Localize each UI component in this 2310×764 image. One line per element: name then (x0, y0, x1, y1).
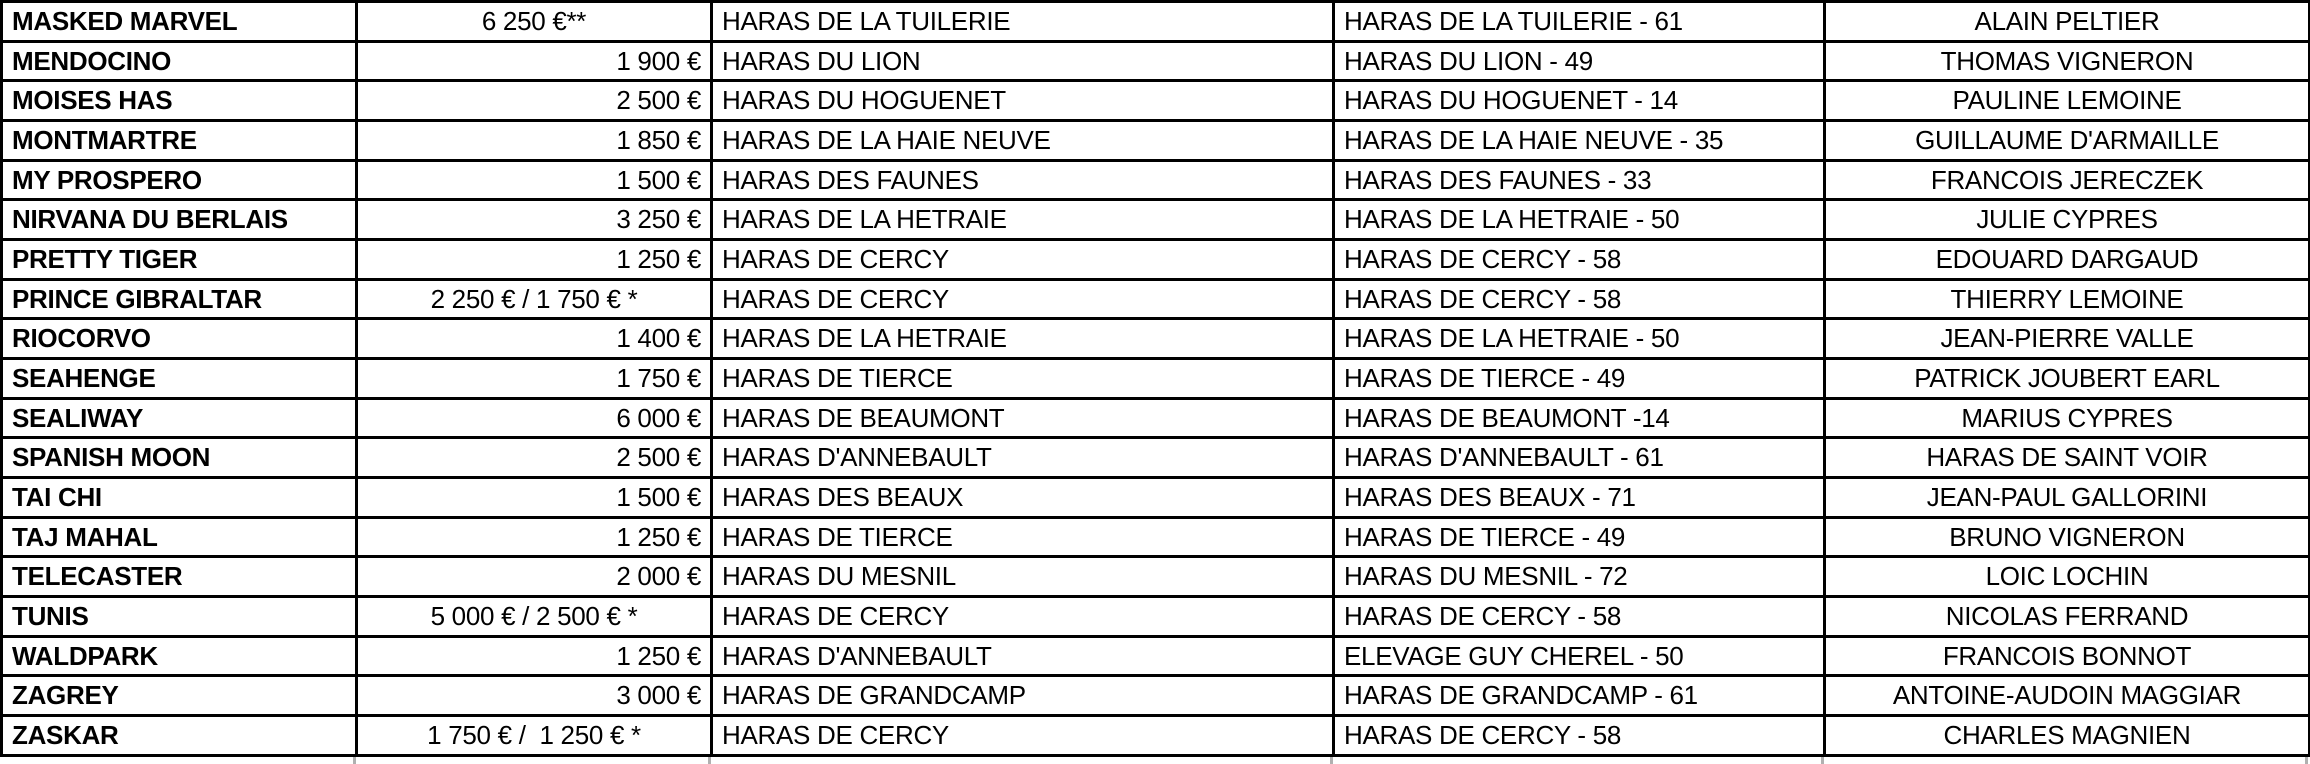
cell-contact[interactable]: GUILLAUME D'ARMAILLE (1825, 121, 2310, 161)
cell-stud[interactable]: HARAS DE LA HETRAIE (712, 200, 1334, 240)
cell-fee[interactable]: 1 400 € (357, 319, 712, 359)
cell-contact[interactable]: HARAS DE SAINT VOIR (1825, 438, 2310, 478)
cutoff-column-border (1330, 757, 1333, 764)
table-row (2, 200, 2310, 240)
table-row (2, 517, 2310, 557)
cell-fee[interactable]: 2 500 € (357, 81, 712, 121)
cell-stud[interactable]: HARAS DES BEAUX (712, 478, 1334, 518)
cell-stud[interactable]: HARAS DU HOGUENET (712, 81, 1334, 121)
cell-fee[interactable]: 1 850 € (357, 121, 712, 161)
table-row (2, 398, 2310, 438)
table-row (2, 121, 2310, 161)
cell-contact[interactable]: CHARLES MAGNIEN (1825, 716, 2310, 756)
cutoff-column-border (1821, 757, 1824, 764)
table-row (2, 676, 2310, 716)
table-row (2, 81, 2310, 121)
cell-contact[interactable]: JEAN-PAUL GALLORINI (1825, 478, 2310, 518)
cell-fee[interactable]: 3 000 € (357, 676, 712, 716)
table-row (2, 160, 2310, 200)
table-row (2, 41, 2310, 81)
cell-name[interactable]: TELECASTER (2, 557, 357, 597)
cell-stud-location[interactable]: HARAS DU HOGUENET - 14 (1334, 81, 1825, 121)
cell-name[interactable]: TAI CHI (2, 478, 357, 518)
cell-stud[interactable]: HARAS DE LA HAIE NEUVE (712, 121, 1334, 161)
cell-contact[interactable]: MARIUS CYPRES (1825, 398, 2310, 438)
cell-contact[interactable]: FRANCOIS BONNOT (1825, 636, 2310, 676)
cell-stud[interactable]: HARAS DE LA HETRAIE (712, 319, 1334, 359)
cell-stud-location[interactable]: HARAS DES FAUNES - 33 (1334, 160, 1825, 200)
cell-name[interactable]: ZASKAR (2, 716, 357, 756)
cell-stud-location[interactable]: HARAS DE TIERCE - 49 (1334, 517, 1825, 557)
table-row (2, 279, 2310, 319)
table-body (2, 2, 2310, 756)
cell-name[interactable]: SEAHENGE (2, 359, 357, 399)
cell-stud-location[interactable]: HARAS DE BEAUMONT -14 (1334, 398, 1825, 438)
cell-name[interactable]: MOISES HAS (2, 81, 357, 121)
cell-contact[interactable]: EDOUARD DARGAUD (1825, 240, 2310, 280)
cell-name[interactable]: SPANISH MOON (2, 438, 357, 478)
cell-contact[interactable]: ALAIN PELTIER (1825, 2, 2310, 42)
cell-name[interactable]: RIOCORVO (2, 319, 357, 359)
cell-stud-location[interactable]: HARAS DE TIERCE - 49 (1334, 359, 1825, 399)
cutoff-column-border (2305, 757, 2308, 764)
cell-name[interactable]: NIRVANA DU BERLAIS (2, 200, 357, 240)
cell-stud-location[interactable]: HARAS DE CERCY - 58 (1334, 240, 1825, 280)
cell-stud[interactable]: HARAS DE CERCY (712, 240, 1334, 280)
cell-contact[interactable]: BRUNO VIGNERON (1825, 517, 2310, 557)
cell-stud-location[interactable]: HARAS DE LA HETRAIE - 50 (1334, 319, 1825, 359)
cell-name[interactable]: TAJ MAHAL (2, 517, 357, 557)
cell-contact[interactable]: JEAN-PIERRE VALLE (1825, 319, 2310, 359)
cell-name[interactable]: MONTMARTRE (2, 121, 357, 161)
table-row (2, 2, 2310, 42)
cell-stud-location[interactable]: HARAS DU LION - 49 (1334, 41, 1825, 81)
cutoff-column-border (353, 757, 356, 764)
table-row (2, 240, 2310, 280)
cell-name[interactable]: MY PROSPERO (2, 160, 357, 200)
cell-stud[interactable]: HARAS DE GRANDCAMP (712, 676, 1334, 716)
cell-contact[interactable]: ANTOINE-AUDOIN MAGGIAR (1825, 676, 2310, 716)
cell-stud[interactable]: HARAS DE BEAUMONT (712, 398, 1334, 438)
table-row (2, 319, 2310, 359)
cell-stud[interactable]: HARAS DE TIERCE (712, 517, 1334, 557)
table-row (2, 716, 2310, 756)
cell-contact[interactable]: LOIC LOCHIN (1825, 557, 2310, 597)
cell-stud-location[interactable]: HARAS DE GRANDCAMP - 61 (1334, 676, 1825, 716)
cell-name[interactable]: WALDPARK (2, 636, 357, 676)
cell-stud[interactable]: HARAS DE CERCY (712, 279, 1334, 319)
cell-stud-location[interactable]: ELEVAGE GUY CHEREL - 50 (1334, 636, 1825, 676)
table-row (2, 359, 2310, 399)
cell-stud[interactable]: HARAS D'ANNEBAULT (712, 636, 1334, 676)
cell-fee[interactable]: 1 750 € / 1 250 € * (357, 716, 712, 756)
cell-fee[interactable]: 1 250 € (357, 517, 712, 557)
cell-fee[interactable]: 2 000 € (357, 557, 712, 597)
cell-fee[interactable]: 3 250 € (357, 200, 712, 240)
cell-contact[interactable]: THOMAS VIGNERON (1825, 41, 2310, 81)
cell-stud[interactable]: HARAS D'ANNEBAULT (712, 438, 1334, 478)
table-row (2, 636, 2310, 676)
cell-fee[interactable]: 1 900 € (357, 41, 712, 81)
cell-fee[interactable]: 1 500 € (357, 160, 712, 200)
cell-stud-location[interactable]: HARAS DU MESNIL - 72 (1334, 557, 1825, 597)
cell-contact[interactable]: JULIE CYPRES (1825, 200, 2310, 240)
cell-name[interactable]: MENDOCINO (2, 41, 357, 81)
cell-contact[interactable]: THIERRY LEMOINE (1825, 279, 2310, 319)
cell-stud[interactable]: HARAS DE CERCY (712, 597, 1334, 637)
cell-name[interactable]: SEALIWAY (2, 398, 357, 438)
cell-name[interactable]: TUNIS (2, 597, 357, 637)
cell-contact[interactable]: FRANCOIS JERECZEK (1825, 160, 2310, 200)
cell-contact[interactable]: PATRICK JOUBERT EARL (1825, 359, 2310, 399)
cell-fee[interactable]: 1 750 € (357, 359, 712, 399)
cell-fee[interactable]: 1 250 € (357, 636, 712, 676)
cell-fee[interactable]: 6 250 €** (357, 2, 712, 42)
table-row (2, 557, 2310, 597)
cell-fee[interactable]: 2 250 € / 1 750 € * (357, 279, 712, 319)
cell-stud[interactable]: HARAS DE TIERCE (712, 359, 1334, 399)
cell-stud-location[interactable]: HARAS DE LA TUILERIE - 61 (1334, 2, 1825, 42)
cell-stud[interactable]: HARAS DES FAUNES (712, 160, 1334, 200)
cell-stud-location[interactable]: HARAS DE CERCY - 58 (1334, 597, 1825, 637)
cell-contact[interactable]: PAULINE LEMOINE (1825, 81, 2310, 121)
cell-stud[interactable]: HARAS DE CERCY (712, 716, 1334, 756)
cell-name[interactable]: ZAGREY (2, 676, 357, 716)
cell-stud[interactable]: HARAS DU MESNIL (712, 557, 1334, 597)
cell-stud-location[interactable]: HARAS DES BEAUX - 71 (1334, 478, 1825, 518)
cell-stud-location[interactable]: HARAS DE LA HAIE NEUVE - 35 (1334, 121, 1825, 161)
cell-name[interactable]: PRINCE GIBRALTAR (2, 279, 357, 319)
cutoff-next-row (0, 757, 2310, 764)
table-row (2, 438, 2310, 478)
table-row (2, 478, 2310, 518)
table-row (2, 597, 2310, 637)
cell-fee[interactable]: 5 000 € / 2 500 € * (357, 597, 712, 637)
cutoff-column-border (708, 757, 711, 764)
cell-name[interactable]: PRETTY TIGER (2, 240, 357, 280)
cell-stud[interactable]: HARAS DU LION (712, 41, 1334, 81)
cell-stud-location[interactable]: HARAS DE CERCY - 58 (1334, 279, 1825, 319)
cell-stud-location[interactable]: HARAS DE CERCY - 58 (1334, 716, 1825, 756)
cell-fee[interactable]: 6 000 € (357, 398, 712, 438)
cell-stud-location[interactable]: HARAS DE LA HETRAIE - 50 (1334, 200, 1825, 240)
cell-contact[interactable]: NICOLAS FERRAND (1825, 597, 2310, 637)
cell-stud-location[interactable]: HARAS D'ANNEBAULT - 61 (1334, 438, 1825, 478)
cell-fee[interactable]: 1 500 € (357, 478, 712, 518)
cell-fee[interactable]: 1 250 € (357, 240, 712, 280)
cell-fee[interactable]: 2 500 € (357, 438, 712, 478)
cell-name[interactable]: MASKED MARVEL (2, 2, 357, 42)
cell-stud[interactable]: HARAS DE LA TUILERIE (712, 2, 1334, 42)
